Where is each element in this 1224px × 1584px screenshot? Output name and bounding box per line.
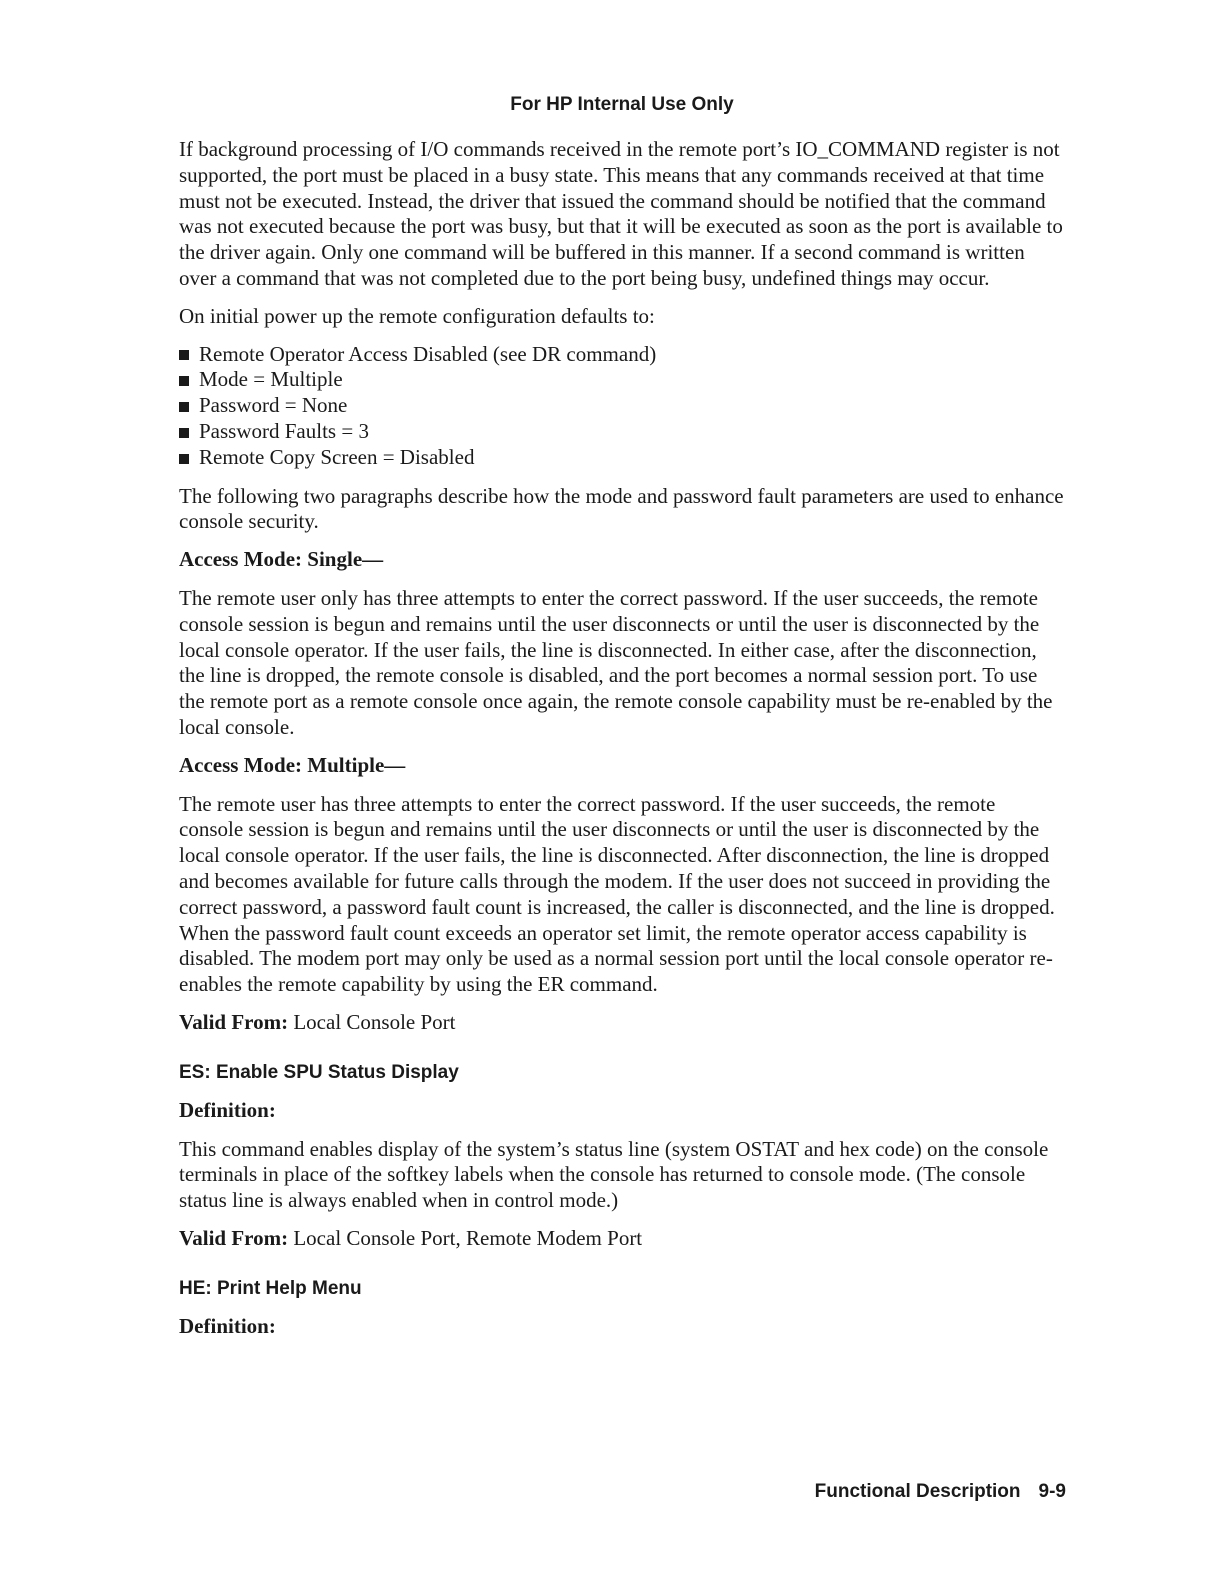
es-section-title: ES: Enable SPU Status Display: [179, 1061, 459, 1083]
multiple-mode-text: The remote user has three attempts to enter the correct password. If the user succeeds, the remote console session is begun and remains until the user disconnects or until the user is disconnected by the local console operator. If the user fails, the line is disconnected. After disconnection, the line is dropped and becomes available for future calls through the modem. If the user does not succeed in providing the correct password, a password fault count is increased, the caller is disconnected, and the line is dropped. When the password fault count exceeds an operator set limit, the remote operator access capability is disabled. The modem port may only be used as a normal session port until the local console operator re-enables the remote capability by using the ER command.: [179, 791, 1055, 997]
footer-section-name: Functional Description: [814, 1481, 1021, 1502]
list-item: Password Faults = 3: [179, 419, 1064, 445]
list-item: Remote Copy Screen = Disabled: [179, 445, 1064, 471]
list-item: Mode = Multiple: [179, 367, 1064, 393]
he-definition-label: Definition:: [179, 1313, 276, 1338]
page-body: [179, 137, 1064, 1352]
bullet-square-icon: [179, 376, 189, 386]
defaults-list: [179, 342, 1064, 471]
he-section-title: HE: Print Help Menu: [179, 1277, 362, 1299]
es-valid-from: [179, 1226, 1064, 1252]
multiple-valid-from: [179, 1010, 1064, 1036]
valid-from-value: Local Console Port, Remote Modem Port: [293, 1225, 643, 1250]
single-mode-heading: Access Mode: Single—: [179, 547, 384, 572]
page-number: 9-9: [1038, 1481, 1066, 1502]
page-header: For HP Internal Use Only: [510, 94, 734, 115]
multiple-mode-heading: Access Mode: Multiple—: [179, 752, 406, 777]
es-definition-label: Definition:: [179, 1097, 276, 1122]
page-footer: [815, 1481, 1066, 1503]
bullet-square-icon: [179, 402, 189, 412]
list-item: Password = None: [179, 393, 1064, 419]
es-definition-text: This command enables display of the system’s status line (system OSTAT and hex code) on the console terminals in place of the softkey labels when the console has returned to console mode. (The console status line is always enabled when in control mode.): [179, 1136, 1049, 1213]
bullet-square-icon: [179, 350, 189, 360]
valid-from-value: Local Console Port: [293, 1009, 456, 1034]
defaults-lead: On initial power up the remote configuration defaults to:: [179, 303, 655, 328]
intro-paragraph: If background processing of I/O commands received in the remote port’s IO_COMMAND register is not supported, the port must be placed in a busy state. This means that any commands received at that time must not be executed. Instead, the driver that issued the command should be notified that the command was not executed because the port was busy, but that it will be executed as soon as the port is available to the driver again. Only one command will be buffered in this manner. If a second command is written over a command that was not completed due to the port being busy, undefined things may occur.: [179, 137, 1063, 290]
single-mode-text: The remote user only has three attempts to enter the correct password. If the user succeeds, the remote console session is begun and remains until the user disconnects or until the user is disconnected by the local console operator. If the user fails, the line is disconnected. In either case, after the disconnection, the line is dropped, the remote console is disabled, and the port becomes a normal session port. To use the remote port as a remote console once again, the remote console capability must be re-enabled by the local console.: [179, 585, 1053, 739]
valid-from-label: Valid From:: [179, 1225, 289, 1250]
valid-from-label: Valid From:: [179, 1009, 289, 1034]
bullet-square-icon: [179, 454, 189, 464]
list-item: Remote Operator Access Disabled (see DR command): [179, 342, 1064, 368]
following-paragraph: The following two paragraphs describe how the mode and password fault parameters are used to enhance console security.: [179, 483, 1064, 534]
bullet-square-icon: [179, 428, 189, 438]
